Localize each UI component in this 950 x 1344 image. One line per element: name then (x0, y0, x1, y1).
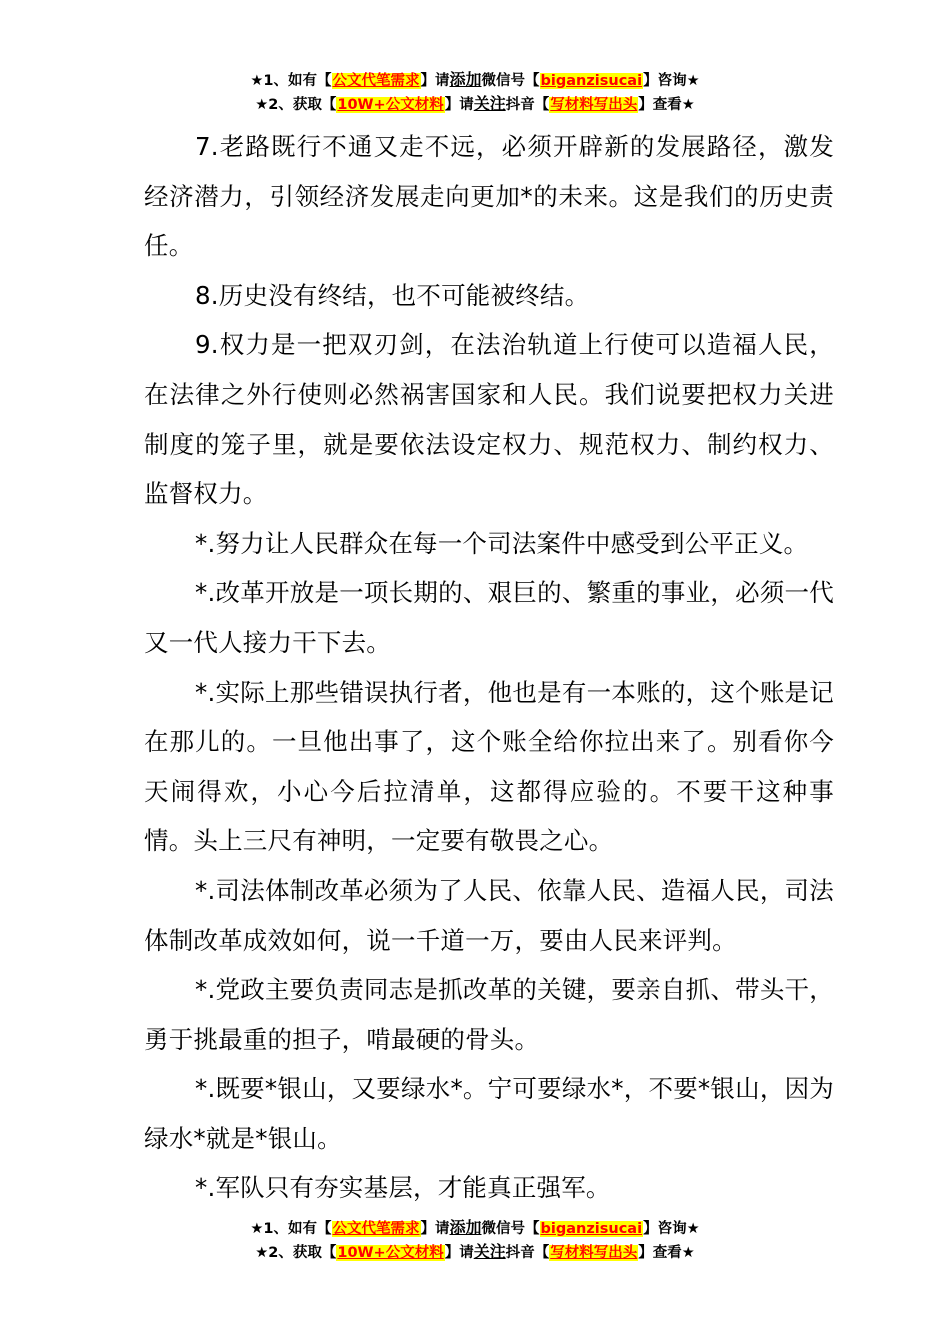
highlight-wechat-id: biganzisucai (540, 73, 643, 89)
banner-line-1: ★1、如有【公文代笔需求】请添加微信号【biganzisucai】咨询★ (250, 70, 700, 89)
banner-line-1: ★1、如有【公文代笔需求】请添加微信号【biganzisucai】咨询★ (250, 1218, 700, 1237)
paragraph-green: *.既要*银山，又要绿水*。宁可要绿水*，不要*银山，因为绿水*就是*银山。 (144, 1074, 834, 1153)
paragraph-8: 8.历史没有终结，也不可能被终结。 (195, 280, 590, 310)
paragraph-military: *.军队只有夯实基层，才能真正强军。 (195, 1173, 611, 1203)
header-banner (0, 68, 950, 116)
highlight-materials: 10W+公文材料 (337, 1245, 444, 1261)
highlight-ghostwriting: 公文代笔需求 (332, 1221, 420, 1237)
highlight-materials: 10W+公文材料 (337, 97, 444, 113)
banner-line-2: ★2、获取【10W+公文材料】请关注抖音【写材料写出头】查看★ (255, 1242, 695, 1261)
paragraph-account: *.实际上那些错误执行者，他也是有一本账的，这个账是记在那儿的。一旦他出事了，这个账全给你拉出来了。别看你今天闹得欢，小心今后拉清单，这都得应验的。不要干这种事情。头上三尺有神明，一定要有敬畏之心。 (144, 677, 834, 856)
highlight-douyin: 写材料写出头 (550, 97, 638, 113)
paragraph-justice: *.努力让人民群众在每一个司法案件中感受到公平正义。 (195, 528, 809, 558)
paragraph-leadership: *.党政主要负责同志是抓改革的关键，要亲自抓、带头干，勇于挑最重的担子，啃最硬的骨头。 (144, 975, 834, 1054)
paragraph-9: 9.权力是一把双刃剑，在法治轨道上行使可以造福人民，在法律之外行使则必然祸害国家和人民。我们说要把权力关进制度的笼子里，就是要依法设定权力、规范权力、制约权力、监督权力。 (144, 330, 834, 509)
document-body (144, 122, 834, 1213)
highlight-douyin: 写材料写出头 (550, 1245, 638, 1261)
paragraph-judicial-reform: *.司法体制改革必须为了人民、依靠人民、造福人民，司法体制改革成效如何，说一千道一万，要由人民来评判。 (144, 875, 834, 955)
footer-banner (0, 1216, 950, 1264)
banner-line-2: ★2、获取【10W+公文材料】请关注抖音【写材料写出头】查看★ (255, 94, 695, 113)
highlight-wechat-id: biganzisucai (540, 1221, 643, 1237)
highlight-ghostwriting: 公文代笔需求 (332, 73, 420, 89)
paragraph-7: 7.老路既行不通又走不远，必须开辟新的发展路径，激发经济潜力，引领经济发展走向更加*的未来。这是我们的历史责任。 (144, 132, 834, 261)
paragraph-reform: *.改革开放是一项长期的、艰巨的、繁重的事业，必须一代又一代人接力干下去。 (144, 578, 834, 657)
